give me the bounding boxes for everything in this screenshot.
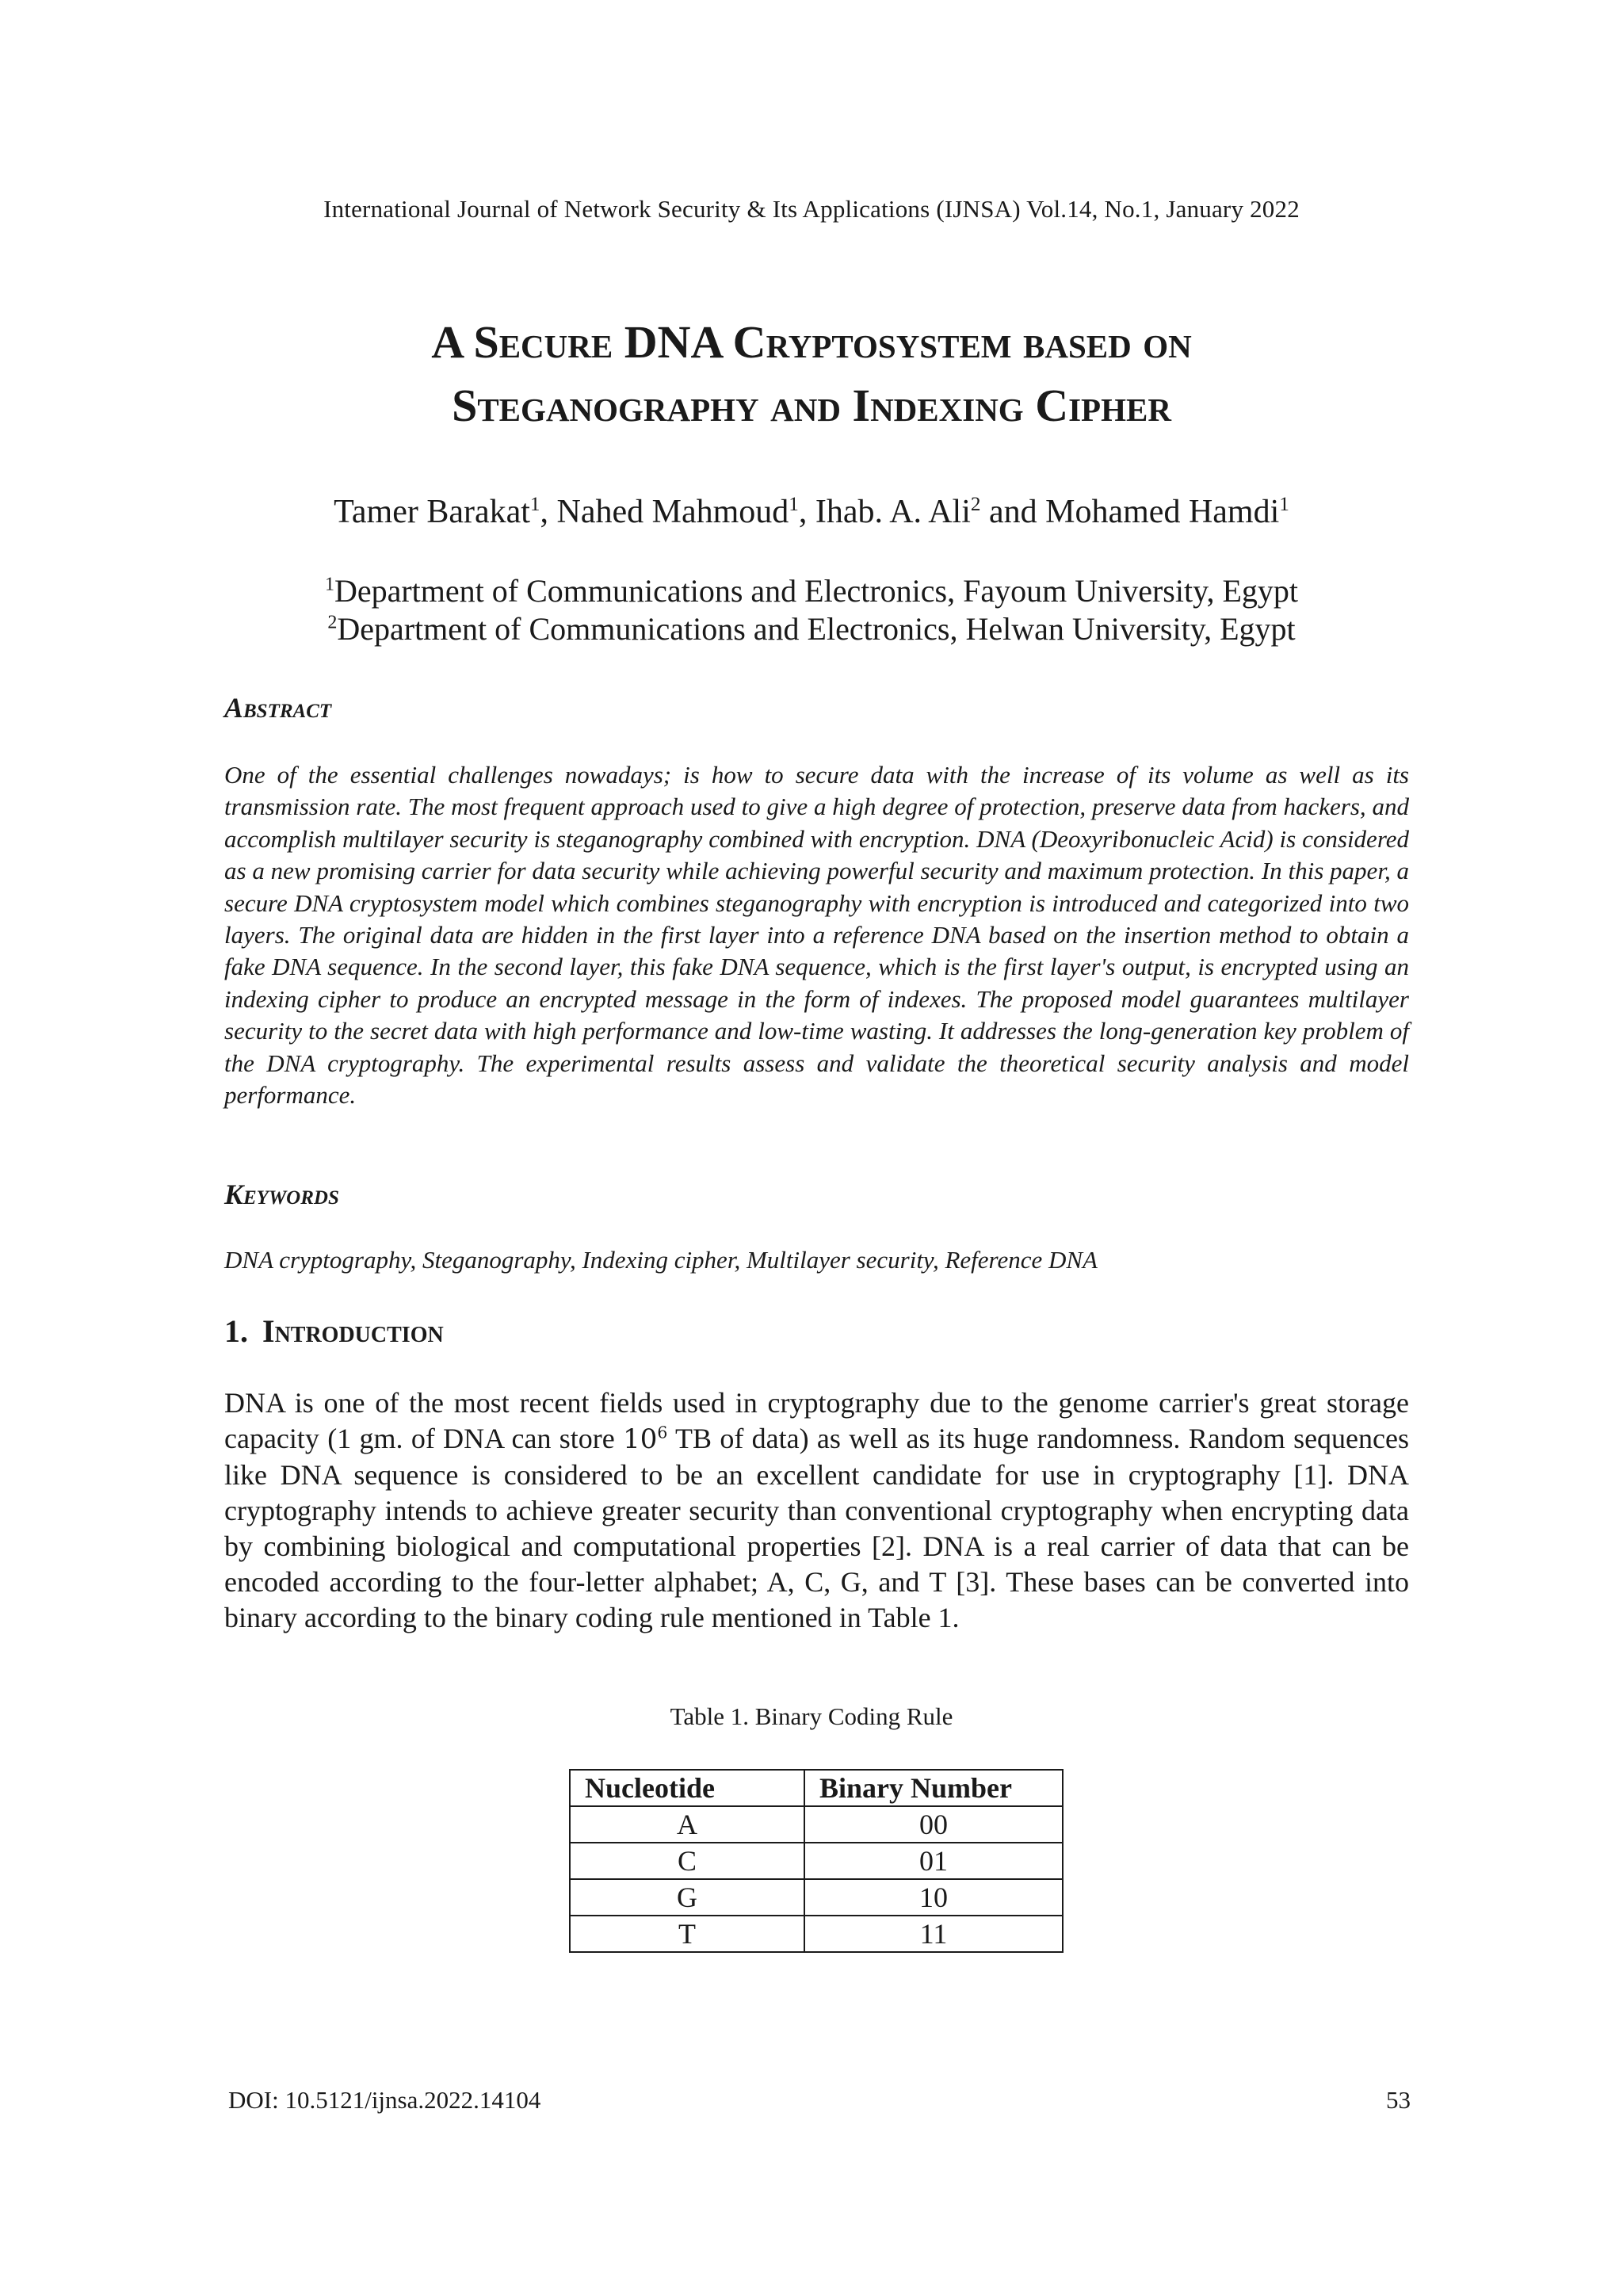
table-header-row <box>570 1770 1063 1806</box>
title-line-2: Steganography and Indexing Cipher <box>452 380 1171 431</box>
affiliations <box>0 572 1623 648</box>
sci-notation <box>623 1423 667 1455</box>
intro-text-part2: TB of data) as well as its huge randomness. Random sequences like DNA sequence is considered to be an excellent candidate for use in cryptography [1]. DNA cryptography intends to achieve greater security than conventional cryptography when encrypting data by combining biological and computational properties [2]. DNA is a real carrier of data that can be encoded according to the four-letter alphabet; A, C, G, and T [3]. These bases can be converted into binary according to the binary coding rule mentioned in Table 1. <box>224 1423 1409 1633</box>
table-cell: G <box>570 1879 804 1916</box>
affiliation-marker: 1 <box>324 574 334 595</box>
paper-title <box>0 311 1623 437</box>
author-affiliation-marker: 1 <box>1279 494 1289 515</box>
table-caption: Table 1. Binary Coding Rule <box>670 1702 953 1730</box>
author-affiliation-marker: 1 <box>529 494 540 515</box>
affiliation-text: Department of Communications and Electronics, Helwan University, Egypt <box>337 611 1296 647</box>
author-affiliation-marker: 1 <box>789 494 799 515</box>
doi-footer: DOI: 10.5121/ijnsa.2022.14104 <box>228 2086 541 2114</box>
author-separator: , <box>798 494 815 530</box>
sci-exponent: 6 <box>657 1423 668 1442</box>
table-cell: A <box>570 1806 804 1843</box>
author-separator: , <box>540 494 557 530</box>
table-row <box>570 1806 1063 1843</box>
author-name: Tamer Barakat <box>334 494 530 530</box>
table-cell: 01 <box>804 1843 1063 1879</box>
table-row <box>570 1916 1063 1952</box>
introduction-heading <box>224 1312 444 1350</box>
author-list <box>0 493 1623 531</box>
table-cell: 00 <box>804 1806 1063 1843</box>
introduction-body <box>224 1385 1409 1636</box>
author-name: Nahed Mahmoud <box>556 494 789 530</box>
keywords-body: DNA cryptography, Steganography, Indexing cipher, Multilayer security, Reference DNA <box>224 1246 1098 1274</box>
affiliation-marker: 2 <box>327 612 338 633</box>
table-cell: 11 <box>804 1916 1063 1952</box>
table-cell: C <box>570 1843 804 1879</box>
section-title: Introduction <box>262 1313 444 1349</box>
table-cell: T <box>570 1916 804 1952</box>
title-line-1: A Secure DNA Cryptosystem based on <box>431 316 1192 368</box>
abstract-heading: Abstract <box>224 692 332 724</box>
affiliation-text: Department of Communications and Electronics, Fayoum University, Egypt <box>334 573 1299 609</box>
abstract-body: One of the essential challenges nowadays; is how to secure data with the increase of its volume as well as its transmission rate. The most frequent approach used to give a high degree of protection, preserve data from hackers, and accomplish multilayer security is steganography combined with encryption. DNA (Deoxyribonucleic Acid) is considered as a new promising carrier for data security while achieving powerful security and maximum protection. In this paper, a secure DNA cryptosystem model which combines steganography with encryption is introduced and categorized into two layers. The original data are hidden in the first layer into a reference DNA based on the insertion method to obtain a fake DNA sequence. In the second layer, this fake DNA sequence, which is the first layer's output, is encrypted using an indexing cipher to produce an encrypted message in the form of indexes. The proposed model guarantees multilayer security to the secret data with high performance and low-time wasting. It addresses the long-generation key problem of the DNA cryptography. The experimental results assess and validate the theoretical security analysis and model performance. <box>224 761 1409 1110</box>
author-separator: and <box>980 494 1046 530</box>
binary-coding-table <box>569 1769 1064 1953</box>
keywords-heading: Keywords <box>224 1179 339 1210</box>
table-cell: 10 <box>804 1879 1063 1916</box>
section-number: 1. <box>224 1313 248 1349</box>
author-name: Mohamed Hamdi <box>1045 494 1280 530</box>
running-header: International Journal of Network Security & Its Applications (IJNSA) Vol.14, No.1, January 2022 <box>323 195 1300 223</box>
table-row <box>570 1879 1063 1916</box>
affiliation-line <box>0 610 1623 648</box>
intro-text-part1: DNA is one of the most recent fields used in cryptography due to the genome carrier's great storage capacity (1 gm. of DNA can store <box>224 1387 1409 1454</box>
column-header: Binary Number <box>804 1770 1063 1806</box>
affiliation-line <box>0 572 1623 610</box>
column-header: Nucleotide <box>570 1770 804 1806</box>
author-affiliation-marker: 2 <box>970 494 981 515</box>
page-number: 53 <box>1386 2086 1411 2114</box>
table-row <box>570 1843 1063 1879</box>
sci-base: 10 <box>623 1423 658 1455</box>
author-name: Ihab. A. Ali <box>815 494 971 530</box>
